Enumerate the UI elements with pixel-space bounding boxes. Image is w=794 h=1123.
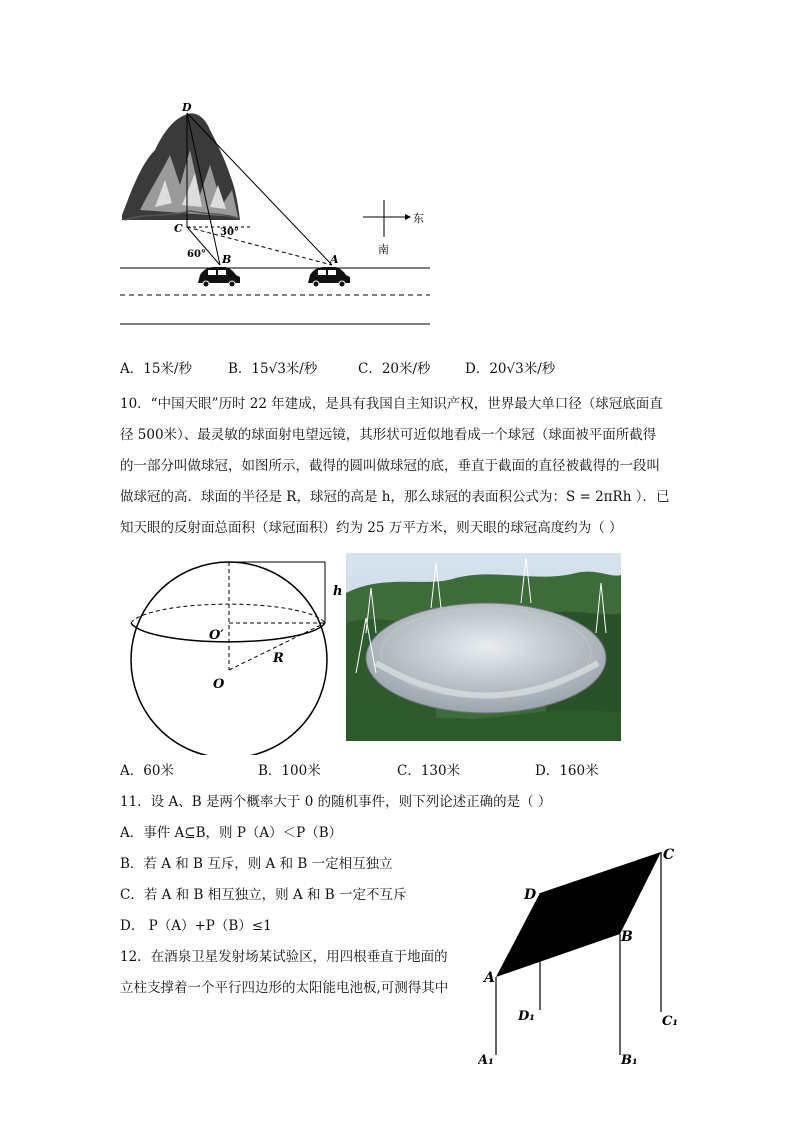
figure-mountain-cars: [110, 95, 450, 335]
mountain-image: [122, 113, 240, 220]
q9-option-c: C．20米/秒: [358, 361, 431, 377]
q12-line-2: 立柱支撑着一个平行四边形的太阳能电池板,可测得其中: [120, 980, 449, 996]
q9-option-b: B．15√3米/秒: [228, 361, 318, 377]
q9-option-a: A．15米/秒: [120, 361, 192, 377]
point-C-label: C: [174, 222, 183, 235]
q10-option-a: A．60米: [120, 763, 174, 779]
angle-60-label: 60°: [187, 249, 206, 260]
q11-option-d: D． P（A）+P（B）≤1: [120, 918, 272, 934]
compass: [363, 200, 424, 256]
label-C1: C₁: [662, 1014, 679, 1029]
figure-solar-panel: [478, 840, 698, 1075]
q10-option-d: D．160米: [535, 763, 599, 779]
label-D1: D₁: [518, 1009, 535, 1024]
q11-option-c: C．若 A 和 B 相互独立，则 A 和 B 一定不互斥: [120, 887, 407, 903]
q11-option-a: A．事件 A⊆B，则 P（A）＜P（B）: [120, 825, 343, 841]
q9-option-d: D．20√3米/秒: [465, 361, 556, 377]
q10-line-5: 知天眼的反射面总面积（球冠面积）约为 25 万平方米，则天眼的球冠高度约为（ ）: [120, 520, 623, 536]
q10-line-2: 径 500米）、最灵敏的球面射电望远镜，其形状可近似地看成一个球冠（球面被平面所截得: [120, 427, 657, 443]
car-B: [198, 267, 240, 287]
label-A1: A₁: [478, 1053, 494, 1068]
car-A: [308, 267, 350, 287]
q11-option-b: B．若 A 和 B 互斥，则 A 和 B 一定相互独立: [120, 856, 393, 872]
compass-east-label: 东: [413, 212, 424, 225]
q10-option-b: B．100米: [258, 763, 321, 779]
q12-line-1: 12．在酒泉卫星发射场某试验区，用四根垂直于地面的: [120, 949, 448, 965]
label-B1: B₁: [621, 1053, 638, 1068]
label-O-prime: O′: [209, 628, 224, 643]
point-B-label: B: [222, 253, 232, 266]
figure-sphere-cap: [125, 550, 350, 755]
q10-question: [120, 389, 680, 544]
label-O: O: [213, 677, 225, 692]
label-h: h: [333, 584, 343, 599]
label-B: B: [621, 929, 633, 945]
compass-south-label: 南: [378, 243, 389, 256]
q10-line-3: 的一部分叫做球冠，如图所示，截得的圆叫做球冠的底，垂直于截面的直径被截得的一段叫: [120, 458, 660, 474]
q10-option-c: C．130米: [397, 763, 461, 779]
q10-line-4: 做球冠的高．球面的半径是 R，球冠的高是 h，那么球冠的表面积公式为：S = 2πRh ）．已: [120, 489, 670, 505]
point-A-label: A: [330, 253, 339, 266]
point-D-label: D: [182, 101, 192, 114]
angle-30-label: 30°: [220, 227, 239, 238]
q10-line-1: 10．“中国天眼”历时 22 年建成，是具有我国自主知识产权，世界最大单口径（球冠底面直: [120, 396, 663, 412]
photo-fast-telescope: [346, 553, 621, 741]
label-A: A: [484, 970, 495, 986]
label-D: D: [524, 887, 537, 903]
q11-question: 11．设 A、B 是两个概率大于 0 的随机事件，则下列论述正确的是（ ）: [120, 794, 552, 810]
label-C: C: [663, 847, 675, 863]
label-R: R: [273, 651, 284, 666]
